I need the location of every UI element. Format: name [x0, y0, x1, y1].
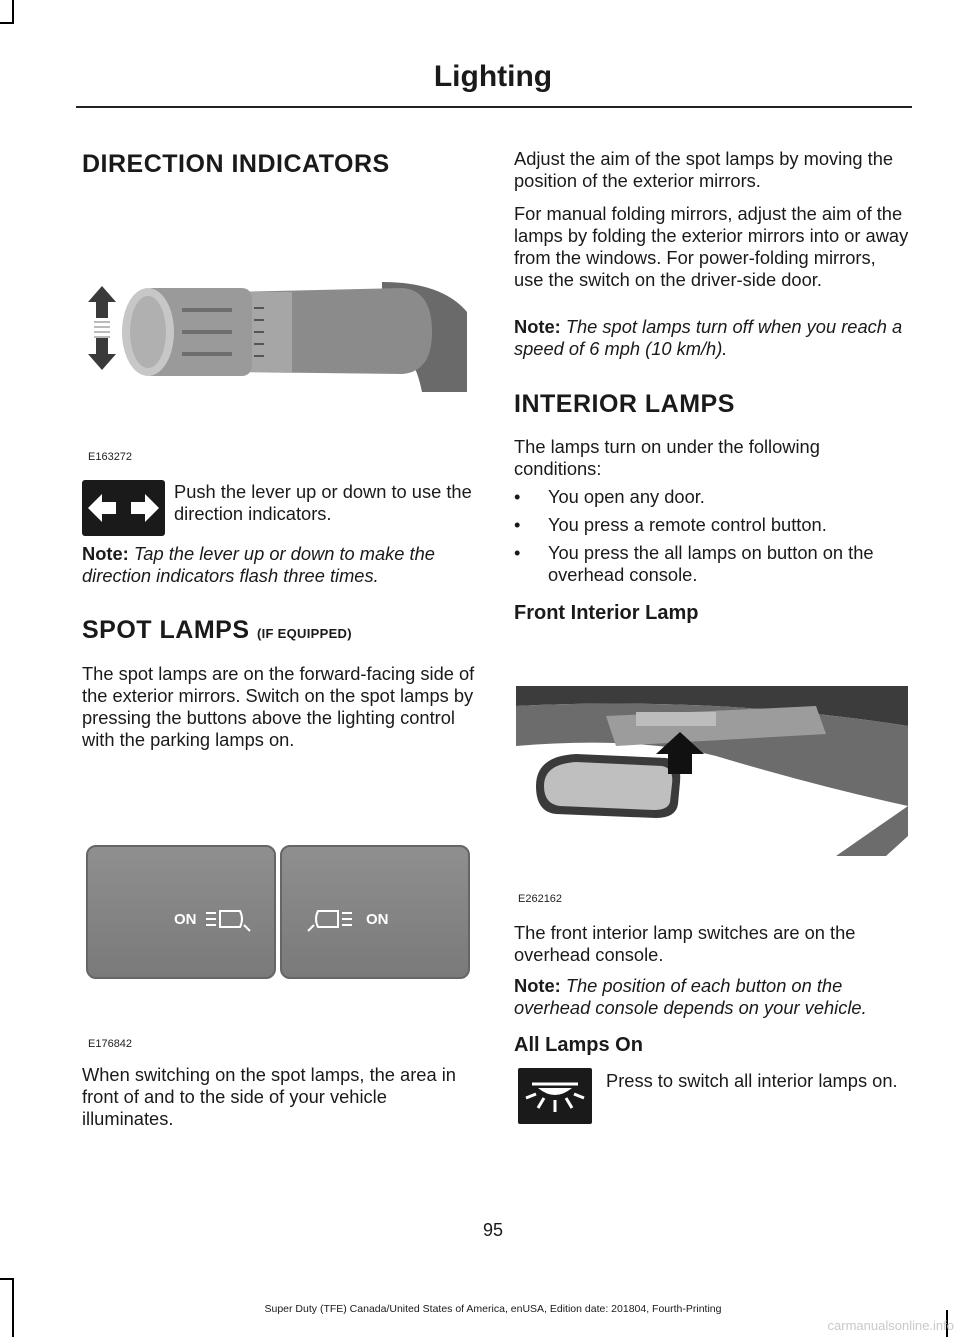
- interior-lamps-text: The lamps turn on under the following conditions:: [514, 436, 820, 479]
- spot-lamps-title: SPOT LAMPS: [82, 616, 250, 644]
- direction-indicators-heading: DIRECTION INDICATORS: [82, 150, 390, 178]
- list-item: [514, 514, 910, 536]
- all-lamps-on-text: Press to switch all interior lamps on.: [606, 1070, 898, 1091]
- note-label: Note:: [514, 975, 561, 996]
- list-item-text: You press the all lamps on button on the overhead console.: [548, 542, 874, 585]
- note-label: Note:: [82, 543, 129, 564]
- spot-lamp-right-button: [280, 845, 470, 979]
- figure-code: E262162: [518, 893, 563, 905]
- bullet-dot: •: [514, 542, 521, 563]
- crop-mark: [12, 0, 14, 22]
- overhead-console-illustration: [516, 686, 908, 856]
- list-item: [514, 486, 910, 508]
- note-text: Tap the lever up or down to make the direction indicators flash three times.: [82, 543, 435, 586]
- spot-lamp-left-icon: [204, 907, 252, 933]
- spot-lamps-heading: [82, 616, 352, 645]
- note-text: The spot lamps turn off when you reach a speed of 6 mph (10 km/h).: [514, 316, 903, 359]
- list-item: [514, 542, 910, 586]
- all-lamps-on-heading: All Lamps On: [514, 1034, 643, 1056]
- crop-mark: [0, 1278, 14, 1280]
- spot-lamps-text-2: When switching on the spot lamps, the area in front of and to the side of your vehicle illuminates.: [82, 1064, 456, 1129]
- folding-mirrors-text: For manual folding mirrors, adjust the aim of the lamps by folding the exterior mirrors into or away from the windows. For power-folding mirrors, use the switch on the driver-side door.: [514, 203, 909, 290]
- spot-lamp-buttons-illustration: [86, 845, 470, 979]
- right-column: [514, 0, 910, 1200]
- spot-lamp-right-icon: [306, 907, 354, 933]
- page-header-title: Lighting: [433, 60, 553, 93]
- direction-indicators-text: Push the lever up or down to use the direction indicators.: [174, 481, 472, 524]
- note-tap-lever: [82, 543, 478, 587]
- note-text: The position of each button on the overhead console depends on your vehicle.: [514, 975, 867, 1018]
- list-item-text: You press a remote control button.: [548, 514, 827, 535]
- all-lamps-on-icon: [518, 1068, 592, 1124]
- bullet-dot: •: [514, 514, 521, 535]
- adjust-aim-text: Adjust the aim of the spot lamps by moving the position of the exterior mirrors.: [514, 148, 894, 191]
- figure-code: E163272: [88, 451, 133, 463]
- bullet-dot: •: [514, 486, 521, 507]
- page-number: 95: [482, 1220, 504, 1240]
- edition-info: Super Duty (TFE) Canada/United States of America, enUSA, Edition date: 201804, Fourth-Printing: [264, 1303, 722, 1315]
- spot-lamps-text: The spot lamps are on the forward-facing side of the exterior mirrors. Switch on the spot lamps by pressing the buttons above the lighting control with the parking lamps on.: [82, 663, 475, 750]
- on-label: ON: [366, 911, 389, 928]
- interior-lamps-heading: INTERIOR LAMPS: [514, 390, 735, 418]
- left-column: [82, 0, 478, 1200]
- front-interior-lamp-text: The front interior lamp switches are on the overhead console.: [514, 922, 856, 965]
- spot-lamp-left-button: [86, 845, 276, 979]
- note-spot-lamps-off: [514, 316, 910, 360]
- note-label: Note:: [514, 316, 561, 337]
- watermark: carmanualsonline.info: [827, 1318, 954, 1333]
- figure-code: E176842: [88, 1038, 133, 1050]
- crop-mark: [0, 22, 14, 24]
- direction-indicators-icon: [82, 480, 165, 536]
- turn-signal-lever-illustration: [82, 272, 470, 402]
- if-equipped-label: (IF EQUIPPED): [256, 626, 352, 641]
- note-button-position: [514, 975, 910, 1019]
- list-item-text: You open any door.: [548, 486, 705, 507]
- on-label: ON: [174, 911, 197, 928]
- front-interior-lamp-heading: Front Interior Lamp: [514, 602, 699, 624]
